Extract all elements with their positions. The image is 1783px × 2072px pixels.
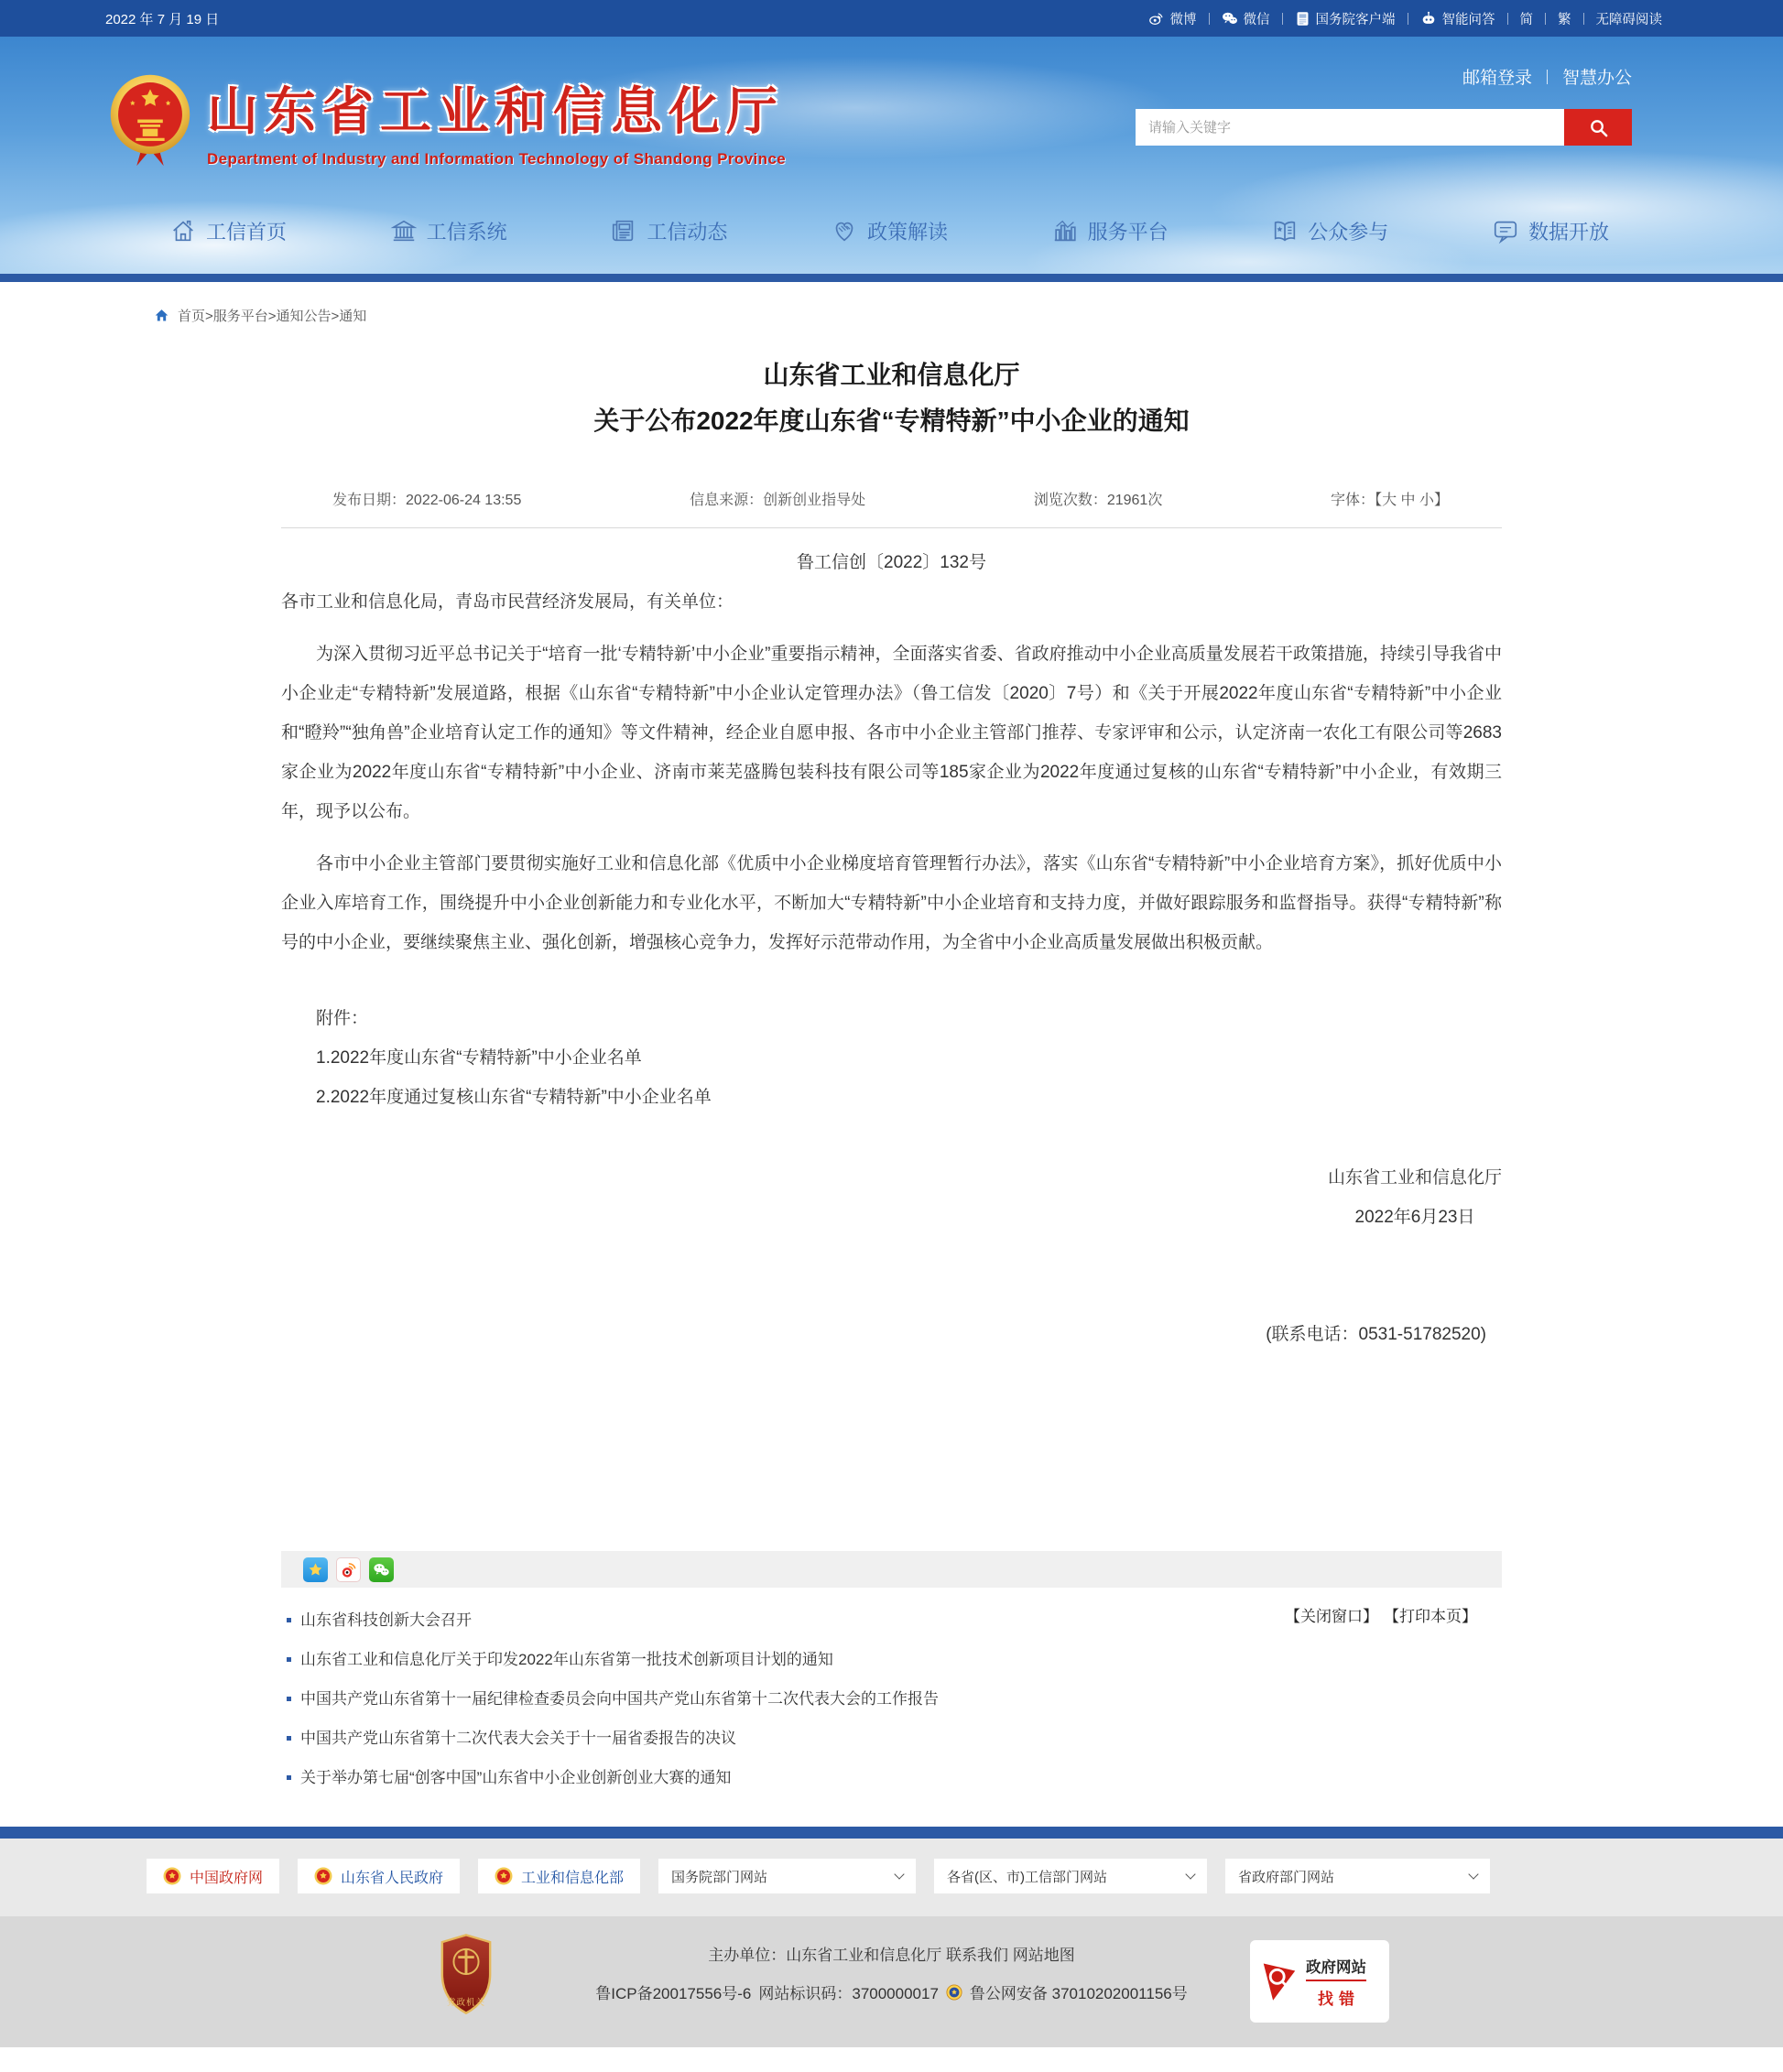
wechat-label: 微信 [1243, 12, 1270, 27]
gov-site-error-report[interactable] [1250, 1940, 1389, 2023]
simplified-label: 简 [1519, 12, 1533, 27]
attachment-link-1[interactable]: 1.2022年度山东省“专精特新”中小企业名单 [316, 1048, 642, 1068]
weibo-link[interactable] [1148, 9, 1197, 28]
search-button[interactable] [1564, 109, 1632, 146]
handshake-heart-icon [831, 217, 858, 244]
newspaper-icon [610, 217, 637, 244]
site-title: 山东省工业和信息化厅 [207, 81, 784, 140]
site-code: 网站标识码：3700000017 [758, 1985, 939, 2002]
signature-block [281, 1158, 1502, 1237]
friend-links-row [0, 1839, 1783, 1916]
home-icon [169, 217, 197, 244]
friend-link-miit[interactable] [478, 1859, 640, 1893]
related-link[interactable]: 山东省科技创新大会召开 [281, 1600, 1502, 1640]
site-brand [108, 51, 786, 188]
search-input[interactable] [1136, 109, 1564, 146]
breadcrumb-path[interactable]: 首页>服务平台>通知公告>通知 [178, 309, 367, 324]
share-bar [281, 1551, 1502, 1588]
open-book-icon [1271, 217, 1299, 244]
friend-link-label: 中国政府网 [190, 1870, 264, 1886]
smart-office-link[interactable]: 智慧办公 [1561, 69, 1632, 88]
friend-link-label: 工业和信息化部 [521, 1870, 625, 1886]
nav-label-platform: 服务平台 [1087, 220, 1169, 244]
window-actions [1285, 1603, 1477, 1626]
header-quick-links [1462, 64, 1632, 89]
main-nav [0, 188, 1783, 274]
footer-icp-line [0, 1980, 1783, 2003]
mail-login-link[interactable]: 邮箱登录 [1462, 69, 1532, 88]
nav-label-policy: 政策解读 [866, 220, 948, 244]
icp-number: 鲁ICP备20017556号-6 [595, 1985, 752, 2002]
nav-item-system[interactable] [390, 217, 507, 245]
emblem-icon [495, 1867, 513, 1885]
nav-item-news[interactable] [610, 217, 727, 245]
separator [1209, 13, 1210, 25]
smart-qa-label: 智能问答 [1441, 12, 1495, 27]
paragraph: 为深入贯彻习近平总书记关于“培育一批‘专精特新’中小企业”重要指示精神，全面落实省委、省政府推动中小企业高质量发展若干政策措施，持续引导我省中小企业走“专精特新”发展道路，根据《山东省“专精特新”中小企业认定管理办法》（鲁工信发〔2020〕7号）和《关于开展2022年度山东省“专精特新”中小企业和“瞪羚”“独角兽”企业培育认定工作的通知》等文件精神，经企业自愿申报、各市中小企业主管部门推荐、专家评审和公示，认定济南一农化工有限公司等2683家企业为2022年度山东省“专精特新”中小企业、济南市莱芜盛腾包装科技有限公司等185家企业为2022年度通过复核的山东省“专精特新”中小企业，有效期三年，现予以公布。 [281, 645, 1502, 821]
dropdown-label: 各省(区、市)工信部门网站 [947, 1869, 1108, 1885]
page-title-line1: 山东省工业和信息化厅 [763, 361, 1020, 389]
current-date: 2022 年 7 月 19 日 [105, 11, 220, 27]
nav-label-news: 工信动态 [647, 220, 728, 244]
wechat-icon [1222, 10, 1238, 27]
search-bar [1136, 109, 1632, 146]
find-error-action: 找错 [1318, 1990, 1360, 2008]
host-label: 主办单位：山东省工业和信息化厅 [708, 1947, 942, 1964]
nav-item-participation[interactable] [1271, 217, 1388, 245]
friend-link-label: 山东省人民政府 [341, 1870, 444, 1886]
signature-date: 2022年6月23日 [1354, 1208, 1475, 1227]
close-window-button[interactable]: 【关闭窗口】 [1285, 1608, 1378, 1625]
traditional-chinese-toggle[interactable] [1558, 9, 1571, 28]
footer-bottom [0, 1916, 1783, 2047]
police-badge-icon [946, 1984, 962, 2001]
wechat-link[interactable] [1222, 9, 1270, 28]
emblem-icon [163, 1867, 181, 1885]
chat-bubble-icon [1492, 217, 1519, 244]
contact-phone: (联系电话：0531-51782520) [1266, 1325, 1486, 1344]
print-page-button[interactable]: 【打印本页】 [1384, 1608, 1477, 1625]
signature-org: 山东省工业和信息化厅 [1327, 1168, 1502, 1188]
nav-item-home[interactable] [169, 217, 287, 245]
salutation: 各市工业和信息化局，青岛市民营经济发展局，有关单位： [281, 592, 734, 612]
related-link[interactable]: 中国共产党山东省第十二次代表大会关于十一届省委报告的决议 [281, 1719, 1502, 1758]
related-link[interactable]: 中国共产党山东省第十一届纪律检查委员会向中国共产党山东省第十二次代表大会的工作报告 [281, 1679, 1502, 1719]
info-source: 信息来源：创新创业指导处 [690, 493, 866, 508]
font-size-options[interactable]: 【大 中 小】 [1375, 493, 1449, 508]
topbar-links [1148, 9, 1663, 28]
nav-item-policy[interactable] [831, 217, 948, 245]
separator [1507, 13, 1508, 25]
attachment-link-2[interactable]: 2.2022年度通过复核山东省“专精特新”中小企业名单 [316, 1088, 712, 1107]
dropdown-provincial-miit-sites[interactable] [934, 1859, 1207, 1893]
qzone-share-icon[interactable] [303, 1557, 328, 1582]
party-gov-badge [438, 1933, 495, 2020]
site-header [0, 37, 1783, 274]
font-size-control[interactable]: 字体：【大 中 小】 [1331, 493, 1449, 508]
nav-label-data: 数据开放 [1528, 220, 1609, 244]
robot-icon [1420, 10, 1437, 27]
contact-us-link[interactable]: 联系我们 [946, 1947, 1008, 1964]
police-record-link[interactable]: 鲁公网安备 37010202001156号 [969, 1985, 1188, 2002]
document-body [281, 543, 1502, 1354]
smart-qa-link[interactable] [1420, 9, 1495, 28]
view-count: 浏览次数：21961次 [1033, 493, 1163, 508]
accessibility-link[interactable] [1596, 9, 1663, 28]
document-number: 鲁工信创〔2022〕132号 [797, 553, 986, 572]
related-link[interactable]: 关于举办第七届“创客中国”山东省中小企业创新创业大赛的通知 [281, 1758, 1502, 1797]
friend-link-china-gov[interactable] [147, 1859, 279, 1893]
sitemap-link[interactable]: 网站地图 [1012, 1947, 1075, 1964]
national-emblem-logo [108, 72, 192, 167]
friend-link-shandong-gov[interactable] [298, 1859, 460, 1893]
dropdown-state-council-sites[interactable] [658, 1859, 916, 1893]
footer-info [0, 1916, 1783, 2003]
separator [1583, 13, 1584, 25]
party-gov-badge-label: 党政机关 [446, 1998, 485, 2008]
footer-host-line [0, 1942, 1783, 1965]
dropdown-label: 国务院部门网站 [671, 1869, 768, 1885]
header-divider-bar [0, 274, 1783, 282]
page-title [281, 353, 1502, 444]
article-meta [281, 488, 1502, 528]
accessibility-label: 无障碍阅读 [1595, 12, 1662, 27]
nav-label-participation: 公众参与 [1308, 220, 1389, 244]
dropdown-label: 省政府部门网站 [1238, 1869, 1335, 1885]
weibo-share-icon[interactable] [336, 1557, 361, 1582]
paragraph: 各市中小企业主管部门要贯彻实施好工业和信息化部《优质中小企业梯度培育管理暂行办法》，落实《山东省“专精特新”中小企业培育方案》，抓好优质中小企业入库培育工作，围绕提升中小企业创新能力和专业化水平，不断加大“专精特新”中小企业培育和支持力度，并做好跟踪服务和监督指导。获得“专精特新”称号的中小企业，要继续聚焦主业、强化创新，增强核心竞争力，发挥好示范带动作用，为全省中小企业高质量发展做出积极贡献。 [281, 854, 1502, 952]
footer-divider-bar [0, 1827, 1783, 1839]
dropdown-provincial-gov-sites[interactable] [1225, 1859, 1490, 1893]
bar-chart-icon [1051, 217, 1079, 244]
find-error-logo-icon [1258, 1960, 1300, 2002]
weibo-label: 微博 [1169, 12, 1197, 27]
emblem-icon [314, 1867, 332, 1885]
separator [1547, 70, 1548, 84]
find-error-title: 政府网站 [1306, 1955, 1366, 1981]
simplified-chinese-toggle[interactable] [1520, 9, 1534, 28]
institution-icon [390, 217, 418, 244]
nav-item-data[interactable] [1492, 217, 1609, 245]
breadcrumb [0, 282, 1783, 325]
weibo-icon [1148, 10, 1165, 27]
publish-date: 发布日期：2022-06-24 13:55 [332, 493, 522, 508]
related-link[interactable]: 山东省工业和信息化厅关于印发2022年山东省第一批技术创新项目计划的通知 [281, 1640, 1502, 1679]
article [281, 353, 1502, 1810]
wechat-share-icon[interactable] [369, 1557, 394, 1582]
gov-client-link[interactable] [1295, 9, 1396, 28]
attachments [281, 999, 1502, 1117]
breadcrumb-home-icon [154, 308, 169, 323]
nav-label-home: 工信首页 [206, 220, 288, 244]
separator [1545, 13, 1546, 25]
site-title-english: Department of Industry and Information Technology of Shandong Province [207, 149, 787, 168]
nav-item-platform[interactable] [1051, 217, 1169, 245]
attachments-label: 附件： [316, 1009, 369, 1028]
nav-label-system: 工信系统 [426, 220, 507, 244]
gov-client-icon [1295, 11, 1310, 27]
related-links [281, 1600, 1502, 1810]
topbar [0, 0, 1783, 37]
search-icon [1588, 117, 1609, 138]
separator [1282, 13, 1283, 25]
page-title-line2: 关于公布2022年度山东省“专精特新”中小企业的通知 [593, 407, 1190, 435]
traditional-label: 繁 [1558, 12, 1571, 27]
gov-client-label: 国务院客户端 [1315, 12, 1396, 27]
